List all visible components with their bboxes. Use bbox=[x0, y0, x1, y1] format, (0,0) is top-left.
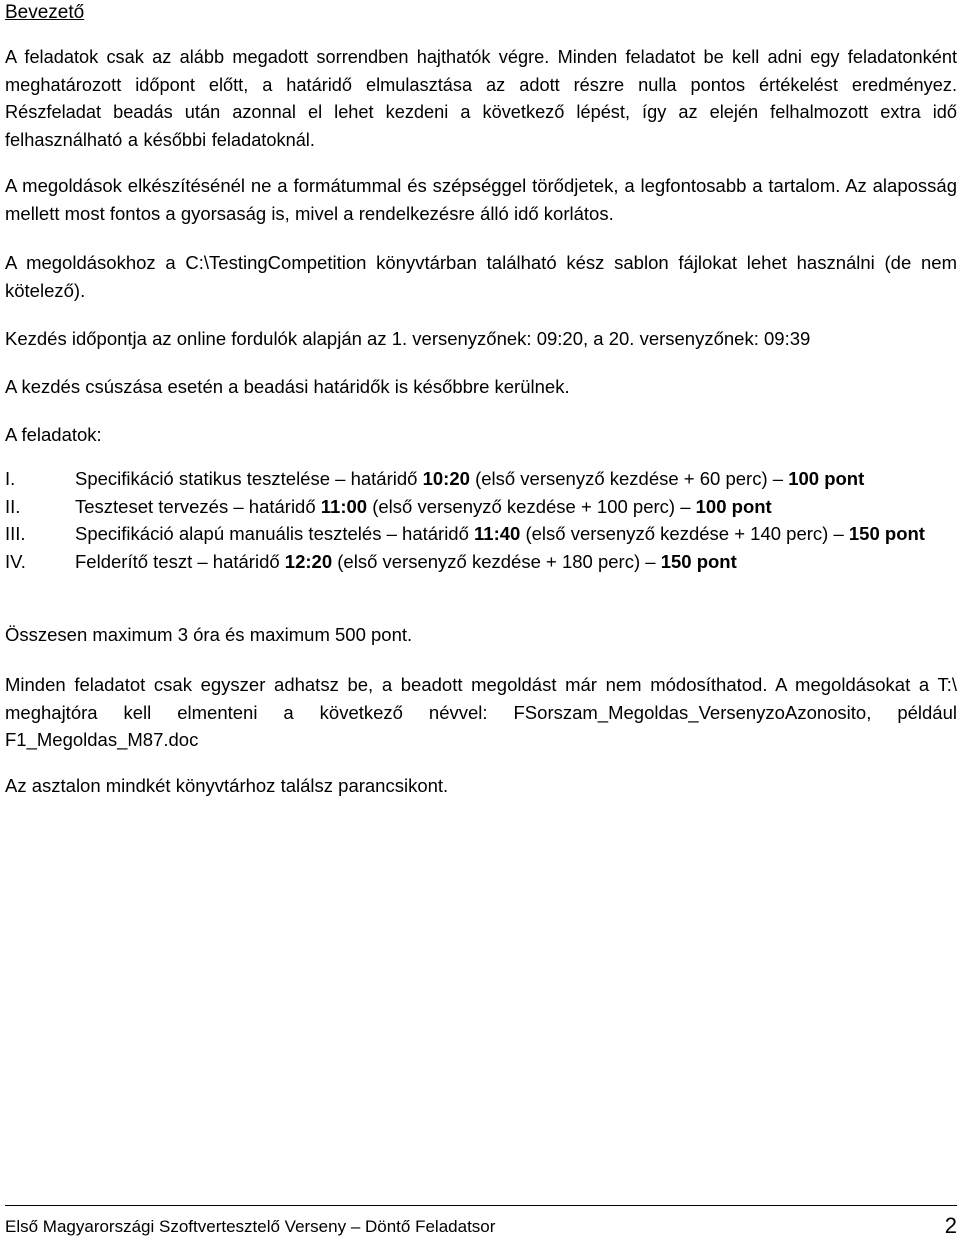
shortcut-paragraph: Az asztalon mindkét könyvtárhoz találsz parancsikont. bbox=[5, 775, 449, 796]
total-paragraph: Összesen maximum 3 óra és maximum 500 pont. bbox=[5, 624, 413, 645]
start-time-paragraph: Kezdés időpontja az online fordulók alapján az 1. versenyzőnek: 09:20, a 20. versenyzőnek: 09:39 bbox=[5, 328, 811, 349]
task-points: 100 pont bbox=[695, 495, 772, 517]
footer-title: Első Magyarországi Szoftvertesztelő Verseny – Döntő Feladatsor bbox=[5, 1217, 496, 1236]
tasks-intro: A feladatok: bbox=[5, 424, 102, 445]
task-name: Felderítő teszt bbox=[75, 550, 193, 572]
delay-paragraph: A kezdés csúszása esetén a beadási határidők is későbbre kerülnek. bbox=[5, 376, 570, 397]
task-note: (első versenyző kezdése + 100 perc) bbox=[372, 495, 676, 517]
task-note: (első versenyző kezdése + 60 perc) bbox=[475, 468, 768, 489]
task-number: III. bbox=[5, 523, 26, 544]
task-text: Teszteset tervezés – határidő 11:00 (első versenyző kezdése + 100 perc) – 100 pont bbox=[75, 495, 772, 517]
task-list bbox=[5, 465, 957, 575]
task-deadline: 12:20 bbox=[284, 550, 333, 572]
task-item-4 bbox=[5, 548, 957, 576]
submission-paragraph: Minden feladatot csak egyszer adhatsz be, a beadott megoldást már nem módosíthatod. A megoldásokat a T:\ meghajtóra kell elmenteni a következő névvel: FSorszam_Megoldas_VersenyzoAzonosito, például F1_Megoldas_M87.doc bbox=[5, 674, 957, 750]
task-item-2 bbox=[5, 493, 957, 521]
format-paragraph: A megoldások elkészítésénél ne a formátummal és szépséggel törődjetek, a legfontosabb a tartalom. Az alaposság mellett most fontos a gyorsaság is, mivel a rendelkezésre álló idő korlátos. bbox=[5, 175, 957, 224]
task-name: Teszteset tervezés bbox=[75, 495, 229, 517]
task-points: 150 pont bbox=[848, 523, 925, 544]
task-deadline: 11:40 bbox=[474, 523, 521, 544]
task-number: II. bbox=[5, 495, 21, 517]
templates-paragraph: A megoldásokhoz a C:\TestingCompetition könyvtárban található kész sablon fájlokat lehet használni (de nem kötelező). bbox=[5, 252, 957, 301]
task-name: Specifikáció statikus tesztelése bbox=[75, 468, 331, 489]
task-number: IV. bbox=[5, 550, 26, 572]
page-number: 2 bbox=[944, 1213, 957, 1238]
task-deadline: 11:00 bbox=[320, 495, 368, 517]
task-text: Specifikáció statikus tesztelése – határidő 10:20 (első versenyző kezdése + 60 perc) – 100 pont bbox=[75, 468, 865, 489]
task-points: 150 pont bbox=[660, 550, 737, 572]
intro-paragraph: A feladatok csak az alább megadott sorrendben hajthatók végre. Minden feladatot be kell adni egy feladatonként meghatározott időpont előtt, a határidő elmulasztása az adott részre nulla pontos értékelést eredményez. Részfeladat beadás után azonnal el lehet kezdeni a következő lépést, így az elején felhalmozott extra idő felhasználható a későbbi feladatoknál. bbox=[5, 47, 957, 150]
task-text: Felderítő teszt – határidő 12:20 (első versenyző kezdése + 180 perc) – 150 pont bbox=[75, 550, 737, 572]
task-number: I. bbox=[5, 468, 16, 489]
task-text: Specifikáció alapú manuális tesztelés – határidő 11:40 (első versenyző kezdése + 140 perc) – 150 pont bbox=[75, 523, 925, 544]
document-page bbox=[5, 0, 957, 1240]
task-deadline: 10:20 bbox=[422, 468, 470, 489]
task-item-3 bbox=[5, 520, 957, 548]
section-heading: Bevezető bbox=[5, 2, 85, 23]
task-note: (első versenyző kezdése + 140 perc) bbox=[525, 523, 829, 544]
task-item-1 bbox=[5, 465, 957, 493]
task-name: Specifikáció alapú manuális tesztelés bbox=[75, 523, 382, 544]
task-note: (első versenyző kezdése + 180 perc) bbox=[337, 550, 641, 572]
task-points: 100 pont bbox=[788, 468, 865, 489]
footer-divider bbox=[5, 1205, 957, 1206]
